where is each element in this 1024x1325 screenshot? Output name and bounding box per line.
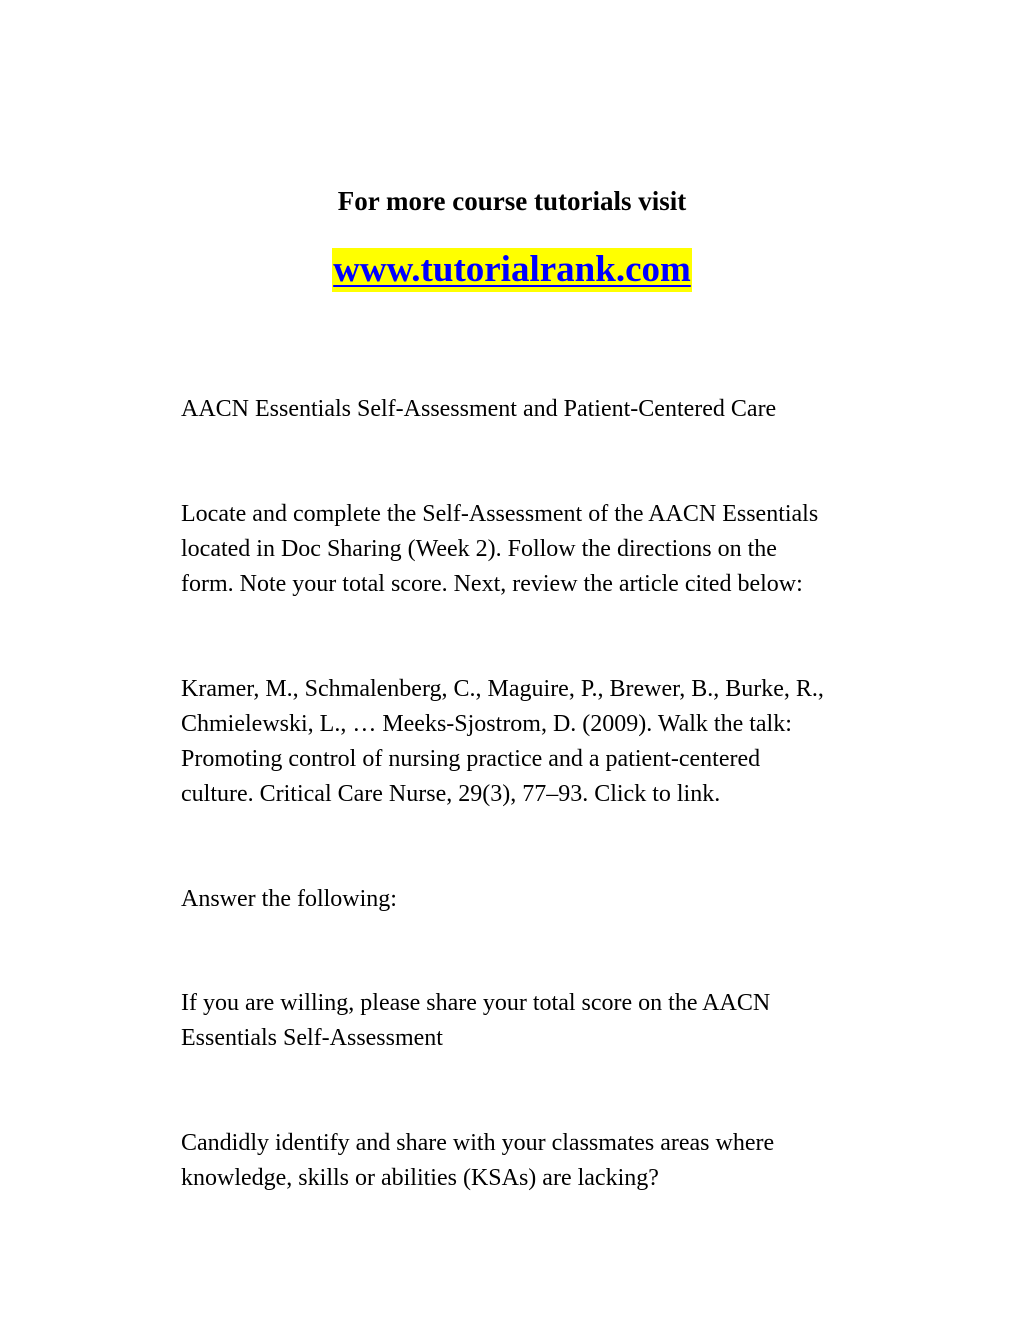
citation-line: Kramer, M., Schmalenberg, C., Maguire, P., Brewer, B., Burke, R., (181, 676, 824, 702)
instructions-line: form. Note your total score. Next, review the article cited below: (181, 571, 803, 597)
citation-line: culture. Critical Care Nurse, 29(3), 77–93. Click to link. (181, 781, 721, 807)
answer-prompt-text: Answer the following: (181, 886, 397, 912)
answer-prompt (181, 882, 921, 917)
citation-line: Chmielewski, L., … Meeks-Sjostrom, D. (2009). Walk the talk: (181, 711, 792, 737)
question-2-line: knowledge, skills or abilities (KSAs) are lacking? (181, 1165, 659, 1191)
question-1-line: Essentials Self-Assessment (181, 1025, 443, 1051)
document-title-text: AACN Essentials Self-Assessment and Patient-Centered Care (181, 396, 777, 422)
document-title (181, 392, 921, 427)
question-1 (181, 986, 921, 1056)
tutorial-site-link[interactable]: www.tutorialrank.com (333, 249, 691, 290)
citation-line: Promoting control of nursing practice and a patient-centered (181, 746, 761, 772)
instructions-line: located in Doc Sharing (Week 2). Follow the directions on the (181, 536, 777, 562)
link-container (0, 248, 1024, 292)
question-2 (181, 1126, 921, 1196)
citation-paragraph (181, 672, 921, 812)
instructions-paragraph (181, 497, 921, 602)
question-2-line: Candidly identify and share with your classmates areas where (181, 1130, 775, 1156)
instructions-line: Locate and complete the Self-Assessment of the AACN Essentials (181, 501, 819, 527)
question-1-line: If you are willing, please share your total score on the AACN (181, 990, 771, 1016)
visit-heading: For more course tutorials visit (337, 186, 687, 216)
